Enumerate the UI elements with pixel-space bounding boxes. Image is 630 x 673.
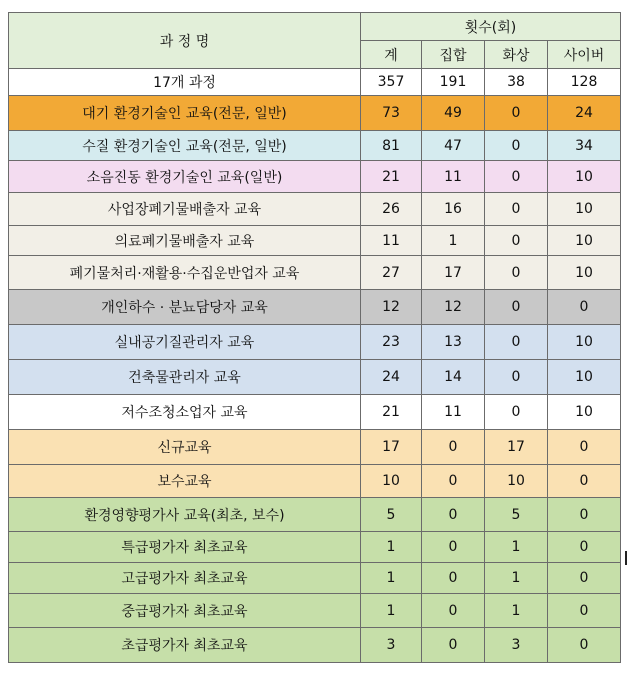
group-cell: 0 (422, 594, 485, 628)
course-name-cell: 환경영향평가사 교육(최초, 보수) (9, 498, 361, 532)
video-cell: 38 (485, 69, 548, 96)
video-cell: 0 (485, 395, 548, 430)
cyber-cell: 34 (548, 131, 621, 161)
table-row (9, 360, 621, 395)
total-cell: 73 (361, 96, 422, 131)
total-cell: 21 (361, 161, 422, 193)
group-cell: 47 (422, 131, 485, 161)
cyber-cell: 10 (548, 161, 621, 193)
video-cell: 0 (485, 161, 548, 193)
group-cell: 49 (422, 96, 485, 131)
total-cell: 81 (361, 131, 422, 161)
video-cell: 10 (485, 465, 548, 498)
course-name-cell: 특급평가자 최초교육 (9, 532, 361, 563)
course-name-cell: 사업장폐기물배출자 교육 (9, 193, 361, 226)
cyber-cell: 10 (548, 193, 621, 226)
cyber-cell: 0 (548, 290, 621, 325)
video-cell: 0 (485, 256, 548, 290)
table-row (9, 628, 621, 663)
cyber-header: 사이버 (548, 41, 621, 69)
course-name-cell: 신규교육 (9, 430, 361, 465)
table-row (9, 532, 621, 563)
course-name-header: 과 정 명 (9, 13, 361, 69)
course-name-cell: 수질 환경기술인 교육(전문, 일반) (9, 131, 361, 161)
group-cell: 11 (422, 395, 485, 430)
course-name-cell: 고급평가자 최초교육 (9, 563, 361, 594)
video-cell: 3 (485, 628, 548, 663)
total-cell: 11 (361, 226, 422, 256)
table-row (9, 395, 621, 430)
cyber-cell: 10 (548, 226, 621, 256)
group-cell: 0 (422, 430, 485, 465)
cyber-cell: 0 (548, 532, 621, 563)
group-cell: 0 (422, 498, 485, 532)
total-cell: 5 (361, 498, 422, 532)
cyber-cell: 10 (548, 395, 621, 430)
total-cell: 17 (361, 430, 422, 465)
table-row (9, 465, 621, 498)
total-cell: 26 (361, 193, 422, 226)
course-name-cell: 건축물관리자 교육 (9, 360, 361, 395)
total-cell: 357 (361, 69, 422, 96)
video-cell: 0 (485, 226, 548, 256)
total-cell: 1 (361, 594, 422, 628)
video-cell: 0 (485, 325, 548, 360)
table-row (9, 325, 621, 360)
video-cell: 1 (485, 532, 548, 563)
total-cell: 23 (361, 325, 422, 360)
course-name-cell: 초급평가자 최초교육 (9, 628, 361, 663)
total-cell: 27 (361, 256, 422, 290)
total-cell: 12 (361, 290, 422, 325)
group-cell: 0 (422, 465, 485, 498)
cyber-cell: 24 (548, 96, 621, 131)
training-table (8, 12, 621, 663)
table-row (9, 498, 621, 532)
edge-mark (625, 551, 627, 565)
total-cell: 1 (361, 563, 422, 594)
group-cell: 12 (422, 290, 485, 325)
table-row (9, 96, 621, 131)
group-cell: 14 (422, 360, 485, 395)
table-row (9, 69, 621, 96)
cyber-cell: 0 (548, 465, 621, 498)
table-row (9, 256, 621, 290)
table-row (9, 563, 621, 594)
course-name-cell: 의료폐기물배출자 교육 (9, 226, 361, 256)
group-cell: 11 (422, 161, 485, 193)
cyber-cell: 0 (548, 563, 621, 594)
group-cell: 1 (422, 226, 485, 256)
total-header: 계 (361, 41, 422, 69)
cyber-cell: 0 (548, 628, 621, 663)
video-cell: 0 (485, 290, 548, 325)
cyber-cell: 0 (548, 430, 621, 465)
course-name-cell: 중급평가자 최초교육 (9, 594, 361, 628)
course-name-cell: 소음진동 환경기술인 교육(일반) (9, 161, 361, 193)
course-name-cell: 보수교육 (9, 465, 361, 498)
video-cell: 0 (485, 96, 548, 131)
table-row (9, 226, 621, 256)
total-cell: 24 (361, 360, 422, 395)
group-cell: 0 (422, 532, 485, 563)
video-cell: 5 (485, 498, 548, 532)
total-cell: 10 (361, 465, 422, 498)
group-cell: 17 (422, 256, 485, 290)
table-row (9, 594, 621, 628)
cyber-cell: 10 (548, 256, 621, 290)
group-cell: 0 (422, 563, 485, 594)
video-cell: 0 (485, 131, 548, 161)
total-cell: 1 (361, 532, 422, 563)
cyber-cell: 10 (548, 325, 621, 360)
group-cell: 0 (422, 628, 485, 663)
video-cell: 0 (485, 193, 548, 226)
course-name-cell: 저수조청소업자 교육 (9, 395, 361, 430)
group-cell: 191 (422, 69, 485, 96)
total-cell: 3 (361, 628, 422, 663)
table-row (9, 131, 621, 161)
cyber-cell: 128 (548, 69, 621, 96)
table-row (9, 290, 621, 325)
table-row (9, 193, 621, 226)
table-row (9, 161, 621, 193)
video-header: 화상 (485, 41, 548, 69)
course-name-cell: 개인하수 · 분뇨담당자 교육 (9, 290, 361, 325)
video-cell: 17 (485, 430, 548, 465)
course-name-cell: 폐기물처리·재활용·수집운반업자 교육 (9, 256, 361, 290)
table-body (9, 69, 621, 663)
course-name-cell: 대기 환경기술인 교육(전문, 일반) (9, 96, 361, 131)
course-name-cell: 실내공기질관리자 교육 (9, 325, 361, 360)
cyber-cell: 0 (548, 594, 621, 628)
count-header: 횟수(회) (361, 13, 621, 41)
table-row (9, 430, 621, 465)
total-cell: 21 (361, 395, 422, 430)
cyber-cell: 10 (548, 360, 621, 395)
group-header: 집합 (422, 41, 485, 69)
video-cell: 0 (485, 360, 548, 395)
cyber-cell: 0 (548, 498, 621, 532)
video-cell: 1 (485, 563, 548, 594)
group-cell: 13 (422, 325, 485, 360)
video-cell: 1 (485, 594, 548, 628)
course-name-cell: 17개 과정 (9, 69, 361, 96)
group-cell: 16 (422, 193, 485, 226)
